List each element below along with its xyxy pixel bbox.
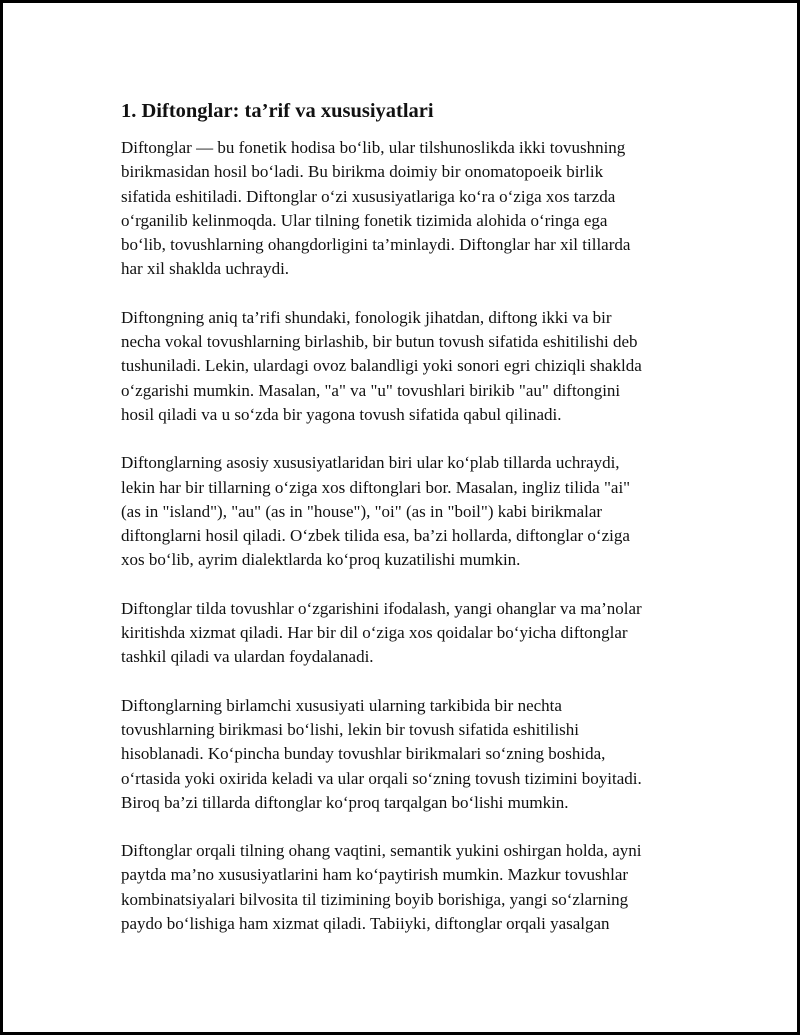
section-heading: 1. Diftonglar: ta’rif va xususiyatlari <box>121 100 434 122</box>
paragraph-4 <box>121 597 717 670</box>
text-line: hisoblanadi. Ko‘pincha bunday tovushlar birikmalari so‘zning boshida, <box>121 744 606 764</box>
text-line: kombinatsiyalari bilvosita til tizimining boyib borishiga, yangi so‘zlarning <box>121 889 629 909</box>
text-line: o‘rtasida yoki oxirida keladi va ular orqali so‘zning tovush tizimini boyitadi. <box>121 768 642 788</box>
text-line: lekin har bir tillarning o‘ziga xos diftonglari bor. Masalan, ingliz tilida "ai" <box>121 477 631 497</box>
text-line: o‘rganilib kelinmoqda. Ular tilning fonetik tizimida alohida o‘ringa ega <box>121 210 608 230</box>
text-line: diftonglarni hosil qiladi. O‘zbek tilida esa, ba’zi hollarda, diftonglar o‘ziga <box>121 526 630 546</box>
text-line: bo‘lib, tovushlarning ohangdorligini ta’minlaydi. Diftonglar har xil tillarda <box>121 235 631 255</box>
text-line: necha vokal tovushlarning birlashib, bir butun tovush sifatida eshitilishi deb <box>121 332 638 352</box>
text-line: Diftonglar orqali tilning ohang vaqtini, semantik yukini oshirgan holda, ayni <box>121 841 642 861</box>
text-line: Diftonglar — bu fonetik hodisa bo‘lib, ular tilshunoslikda ikki tovushning <box>121 138 626 157</box>
text-line: (as in "island"), "au" (as in "house"), "oi" (as in "boil") kabi birikmalar <box>121 501 603 521</box>
text-line: Biroq ba’zi tillarda diftonglar ko‘proq tarqalgan bo‘lishi mumkin. <box>121 792 569 812</box>
text-line: o‘zgarishi mumkin. Masalan, "a" va "u" tovushlari birikib "au" diftongini <box>121 380 621 400</box>
text-line: tovushlarning birikmasi bo‘lishi, lekin bir tovush sifatida eshitilishi <box>121 719 580 739</box>
text-line: Diftonglarning birlamchi xususiyati ularning tarkibida bir nechta <box>121 695 562 715</box>
paragraph-2 <box>121 306 717 427</box>
text-line: tashkil qiladi va ulardan foydalanadi. <box>121 647 374 667</box>
text-line: Diftongning aniq ta’rifi shundaki, fonologik jihatdan, diftong ikki va bir <box>121 307 612 327</box>
paragraph-6 <box>121 839 717 936</box>
paragraph-5 <box>121 694 717 815</box>
paragraph-1 <box>121 136 717 282</box>
text-line: Diftonglarning asosiy xususiyatlaridan biri ular ko‘plab tillarda uchraydi, <box>121 453 620 473</box>
text-line: birikmasidan hosil bo‘ladi. Bu birikma doimiy bir onomatopoeik birlik <box>121 162 604 182</box>
text-line: har xil shaklda uchraydi. <box>121 259 290 279</box>
text-line: paytda ma’no xususiyatlarini ham ko‘paytirish mumkin. Mazkur tovushlar <box>121 865 629 885</box>
text-line: Diftonglar tilda tovushlar o‘zgarishini ifodalash, yangi ohanglar va ma’nolar <box>121 598 642 618</box>
paragraph-3 <box>121 451 717 572</box>
text-line: sifatida eshitiladi. Diftonglar o‘zi xususiyatlariga ko‘ra o‘ziga xos tarzda <box>121 186 616 206</box>
text-line: kiritishda xizmat qiladi. Har bir dil o‘ziga xos qoidalar bo‘yicha diftonglar <box>121 623 628 643</box>
text-line: xos bo‘lib, ayrim dialektlarda ko‘proq kuzatilishi mumkin. <box>121 550 521 570</box>
text-line: tushuniladi. Lekin, ulardagi ovoz balandligi yoki sonori egri chiziqli shaklda <box>121 356 642 376</box>
text-line: hosil qiladi va u so‘zda bir yagona tovush sifatida qabul qilinadi. <box>121 404 562 424</box>
text-line: paydo bo‘lishiga ham xizmat qiladi. Tabiiyki, diftonglar orqali yasalgan <box>121 914 610 934</box>
